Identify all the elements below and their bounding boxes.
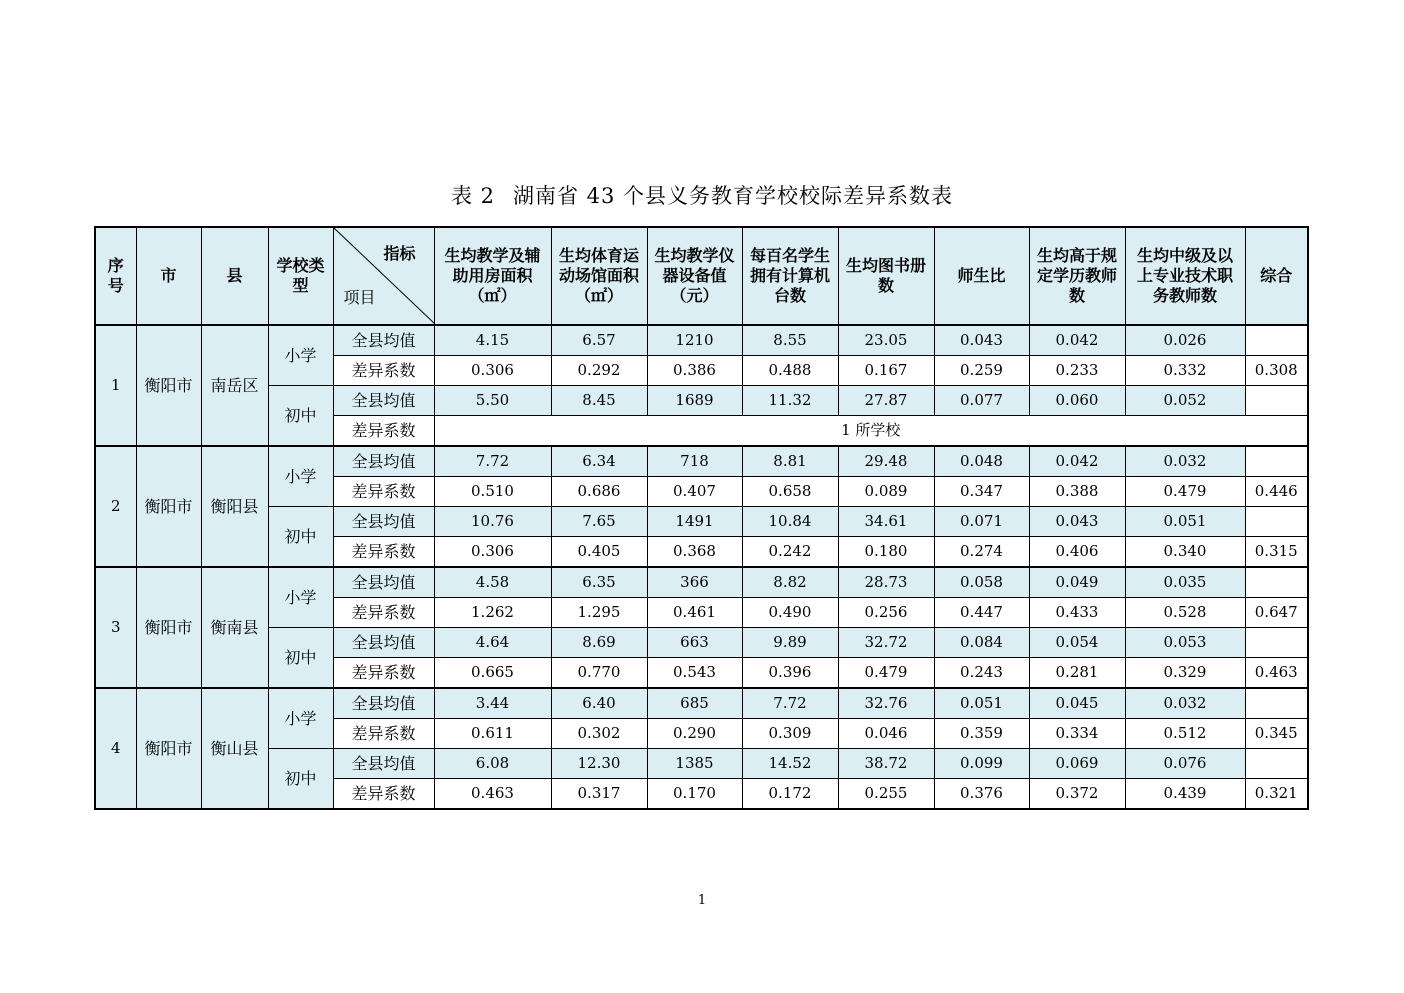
row-school-type: 初中 (268, 749, 333, 810)
value-cell: 0.172 (742, 779, 838, 810)
value-cell: 0.026 (1125, 325, 1245, 356)
value-cell: 0.658 (742, 477, 838, 507)
value-cell: 0.510 (434, 477, 551, 507)
row-school-type: 初中 (268, 507, 333, 568)
row-item-label: 全县均值 (333, 749, 434, 779)
row-county: 衡山县 (201, 688, 268, 809)
value-cell: 0.334 (1029, 719, 1125, 749)
value-cell: 38.72 (838, 749, 934, 779)
value-cell: 0.407 (647, 477, 742, 507)
value-cell: 1491 (647, 507, 742, 537)
header-col-8: 生均中级及以上专业技术职务教师数 (1125, 227, 1245, 325)
value-cell: 0.665 (434, 658, 551, 689)
row-school-type: 小学 (268, 446, 333, 507)
value-cell: 0.376 (934, 779, 1029, 810)
header-col-4: 每百名学生拥有计算机台数 (742, 227, 838, 325)
value-cell: 0.329 (1125, 658, 1245, 689)
value-cell: 0.053 (1125, 628, 1245, 658)
value-cell: 6.34 (551, 446, 647, 477)
value-cell: 0.347 (934, 477, 1029, 507)
value-cell: 0.043 (934, 325, 1029, 356)
value-cell: 0.317 (551, 779, 647, 810)
value-cell: 29.48 (838, 446, 934, 477)
county-group (95, 325, 1308, 446)
value-cell: 8.81 (742, 446, 838, 477)
row-item-label: 全县均值 (333, 446, 434, 477)
value-cell: 718 (647, 446, 742, 477)
table-row (95, 567, 1308, 598)
composite-cell: 0.463 (1245, 658, 1308, 689)
value-cell: 6.08 (434, 749, 551, 779)
table-row (95, 507, 1308, 537)
row-school-type: 小学 (268, 567, 333, 628)
composite-cell: 0.345 (1245, 719, 1308, 749)
row-item-label: 差异系数 (333, 719, 434, 749)
value-cell: 23.05 (838, 325, 934, 356)
composite-cell (1245, 749, 1308, 779)
composite-cell (1245, 688, 1308, 719)
value-cell: 1385 (647, 749, 742, 779)
value-cell: 685 (647, 688, 742, 719)
value-cell: 10.76 (434, 507, 551, 537)
composite-cell (1245, 325, 1308, 356)
value-cell: 0.332 (1125, 356, 1245, 386)
row-seq: 4 (95, 688, 136, 809)
row-item-label: 差异系数 (333, 356, 434, 386)
value-cell: 0.069 (1029, 749, 1125, 779)
value-cell: 0.084 (934, 628, 1029, 658)
value-cell: 1689 (647, 386, 742, 416)
value-cell: 0.042 (1029, 325, 1125, 356)
row-item-label: 差异系数 (333, 658, 434, 689)
row-seq: 2 (95, 446, 136, 567)
header-city: 市 (136, 227, 201, 325)
value-cell: 10.84 (742, 507, 838, 537)
value-cell: 0.372 (1029, 779, 1125, 810)
value-cell: 0.180 (838, 537, 934, 568)
value-cell: 0.490 (742, 598, 838, 628)
value-cell: 11.32 (742, 386, 838, 416)
value-cell: 4.64 (434, 628, 551, 658)
row-seq: 1 (95, 325, 136, 446)
header-col-5: 生均图书册数 (838, 227, 934, 325)
composite-cell: 0.308 (1245, 356, 1308, 386)
header-col-9: 综合 (1245, 227, 1308, 325)
value-cell: 32.76 (838, 688, 934, 719)
value-cell: 0.048 (934, 446, 1029, 477)
value-cell: 0.049 (1029, 567, 1125, 598)
table-row (95, 628, 1308, 658)
header-county: 县 (201, 227, 268, 325)
value-cell: 3.44 (434, 688, 551, 719)
value-cell: 34.61 (838, 507, 934, 537)
row-item-label: 全县均值 (333, 325, 434, 356)
row-item-label: 全县均值 (333, 507, 434, 537)
value-cell: 0.167 (838, 356, 934, 386)
value-cell: 0.309 (742, 719, 838, 749)
value-cell: 0.386 (647, 356, 742, 386)
value-cell: 8.69 (551, 628, 647, 658)
value-cell: 0.302 (551, 719, 647, 749)
value-cell: 0.052 (1125, 386, 1245, 416)
value-cell: 8.45 (551, 386, 647, 416)
composite-cell (1245, 567, 1308, 598)
value-cell: 9.89 (742, 628, 838, 658)
row-city: 衡阳市 (136, 567, 201, 688)
row-item-label: 全县均值 (333, 567, 434, 598)
composite-cell: 0.446 (1245, 477, 1308, 507)
page-number: 1 (697, 893, 707, 908)
value-cell: 0.543 (647, 658, 742, 689)
value-cell: 1210 (647, 325, 742, 356)
row-item-label: 差异系数 (333, 537, 434, 568)
value-cell: 4.58 (434, 567, 551, 598)
value-cell: 0.447 (934, 598, 1029, 628)
header-col-6: 师生比 (934, 227, 1029, 325)
row-item-label: 差异系数 (333, 416, 434, 447)
value-cell: 12.30 (551, 749, 647, 779)
value-cell: 32.72 (838, 628, 934, 658)
row-city: 衡阳市 (136, 446, 201, 567)
header-col-1: 生均教学及辅助用房面积（㎡） (434, 227, 551, 325)
row-school-type: 初中 (268, 628, 333, 689)
value-cell: 0.042 (1029, 446, 1125, 477)
value-cell: 7.65 (551, 507, 647, 537)
value-cell: 0.032 (1125, 688, 1245, 719)
composite-cell: 0.647 (1245, 598, 1308, 628)
header-col-7: 生均高于规定学历教师数 (1029, 227, 1125, 325)
row-item-label: 全县均值 (333, 628, 434, 658)
header-item: 项目 (343, 288, 376, 307)
value-cell: 0.071 (934, 507, 1029, 537)
value-cell: 0.406 (1029, 537, 1125, 568)
table-row (95, 749, 1308, 779)
value-cell: 0.686 (551, 477, 647, 507)
county-group (95, 567, 1308, 688)
composite-cell (1245, 386, 1308, 416)
value-cell: 0.306 (434, 356, 551, 386)
difference-coefficient-table (94, 226, 1309, 810)
value-cell: 28.73 (838, 567, 934, 598)
value-cell: 0.233 (1029, 356, 1125, 386)
page-title (0, 180, 1404, 210)
value-cell: 0.479 (1125, 477, 1245, 507)
header-row (95, 227, 1308, 325)
value-cell: 0.054 (1029, 628, 1125, 658)
value-cell: 0.290 (647, 719, 742, 749)
table-row (95, 446, 1308, 477)
value-cell: 8.82 (742, 567, 838, 598)
value-cell: 7.72 (434, 446, 551, 477)
value-cell: 0.461 (647, 598, 742, 628)
header-col-3: 生均教学仪器设备值（元） (647, 227, 742, 325)
value-cell: 0.439 (1125, 779, 1245, 810)
row-seq: 3 (95, 567, 136, 688)
value-cell: 27.87 (838, 386, 934, 416)
value-cell: 0.051 (934, 688, 1029, 719)
row-city: 衡阳市 (136, 325, 201, 446)
merged-note-cell: 1 所学校 (434, 416, 1308, 447)
row-city: 衡阳市 (136, 688, 201, 809)
row-school-type: 小学 (268, 325, 333, 386)
value-cell: 6.35 (551, 567, 647, 598)
header-indicator-item (333, 227, 434, 325)
value-cell: 0.032 (1125, 446, 1245, 477)
composite-cell (1245, 446, 1308, 477)
county-group (95, 446, 1308, 567)
row-school-type: 小学 (268, 688, 333, 749)
value-cell: 0.043 (1029, 507, 1125, 537)
value-cell: 8.55 (742, 325, 838, 356)
value-cell: 0.077 (934, 386, 1029, 416)
table-row (95, 688, 1308, 719)
table-number: 表 2 (450, 184, 495, 208)
value-cell: 0.396 (742, 658, 838, 689)
value-cell: 0.528 (1125, 598, 1245, 628)
value-cell: 0.060 (1029, 386, 1125, 416)
value-cell: 0.046 (838, 719, 934, 749)
row-item-label: 差异系数 (333, 477, 434, 507)
value-cell: 0.058 (934, 567, 1029, 598)
value-cell: 7.72 (742, 688, 838, 719)
composite-cell (1245, 507, 1308, 537)
value-cell: 4.15 (434, 325, 551, 356)
county-group (95, 688, 1308, 809)
value-cell: 0.076 (1125, 749, 1245, 779)
value-cell: 0.243 (934, 658, 1029, 689)
value-cell: 0.611 (434, 719, 551, 749)
header-col-2: 生均体育运动场馆面积（㎡） (551, 227, 647, 325)
value-cell: 0.045 (1029, 688, 1125, 719)
value-cell: 0.255 (838, 779, 934, 810)
value-cell: 0.274 (934, 537, 1029, 568)
row-county: 衡阳县 (201, 446, 268, 567)
value-cell: 0.433 (1029, 598, 1125, 628)
row-county: 衡南县 (201, 567, 268, 688)
value-cell: 0.051 (1125, 507, 1245, 537)
value-cell: 366 (647, 567, 742, 598)
value-cell: 6.40 (551, 688, 647, 719)
value-cell: 1.262 (434, 598, 551, 628)
value-cell: 663 (647, 628, 742, 658)
row-item-label: 差异系数 (333, 598, 434, 628)
table-title: 湖南省 43 个县义务教育学校校际差异系数表 (512, 184, 954, 208)
value-cell: 0.512 (1125, 719, 1245, 749)
row-county: 南岳区 (201, 325, 268, 446)
value-cell: 0.170 (647, 779, 742, 810)
value-cell: 0.405 (551, 537, 647, 568)
composite-cell: 0.321 (1245, 779, 1308, 810)
value-cell: 0.488 (742, 356, 838, 386)
diagonal-divider (334, 228, 435, 324)
value-cell: 1.295 (551, 598, 647, 628)
value-cell: 0.292 (551, 356, 647, 386)
value-cell: 0.306 (434, 537, 551, 568)
table-row (95, 386, 1308, 416)
value-cell: 0.340 (1125, 537, 1245, 568)
header-indicator: 指标 (383, 244, 416, 263)
value-cell: 0.089 (838, 477, 934, 507)
table-row (95, 325, 1308, 356)
value-cell: 0.242 (742, 537, 838, 568)
header-seq: 序号 (95, 227, 136, 325)
header-school-type: 学校类型 (268, 227, 333, 325)
composite-cell: 0.315 (1245, 537, 1308, 568)
composite-cell (1245, 628, 1308, 658)
value-cell: 5.50 (434, 386, 551, 416)
value-cell: 0.388 (1029, 477, 1125, 507)
value-cell: 0.035 (1125, 567, 1245, 598)
value-cell: 0.479 (838, 658, 934, 689)
value-cell: 0.256 (838, 598, 934, 628)
value-cell: 14.52 (742, 749, 838, 779)
value-cell: 0.770 (551, 658, 647, 689)
value-cell: 0.368 (647, 537, 742, 568)
value-cell: 0.359 (934, 719, 1029, 749)
row-item-label: 全县均值 (333, 688, 434, 719)
value-cell: 6.57 (551, 325, 647, 356)
value-cell: 0.463 (434, 779, 551, 810)
row-school-type: 初中 (268, 386, 333, 447)
row-item-label: 全县均值 (333, 386, 434, 416)
value-cell: 0.099 (934, 749, 1029, 779)
row-item-label: 差异系数 (333, 779, 434, 810)
value-cell: 0.259 (934, 356, 1029, 386)
value-cell: 0.281 (1029, 658, 1125, 689)
